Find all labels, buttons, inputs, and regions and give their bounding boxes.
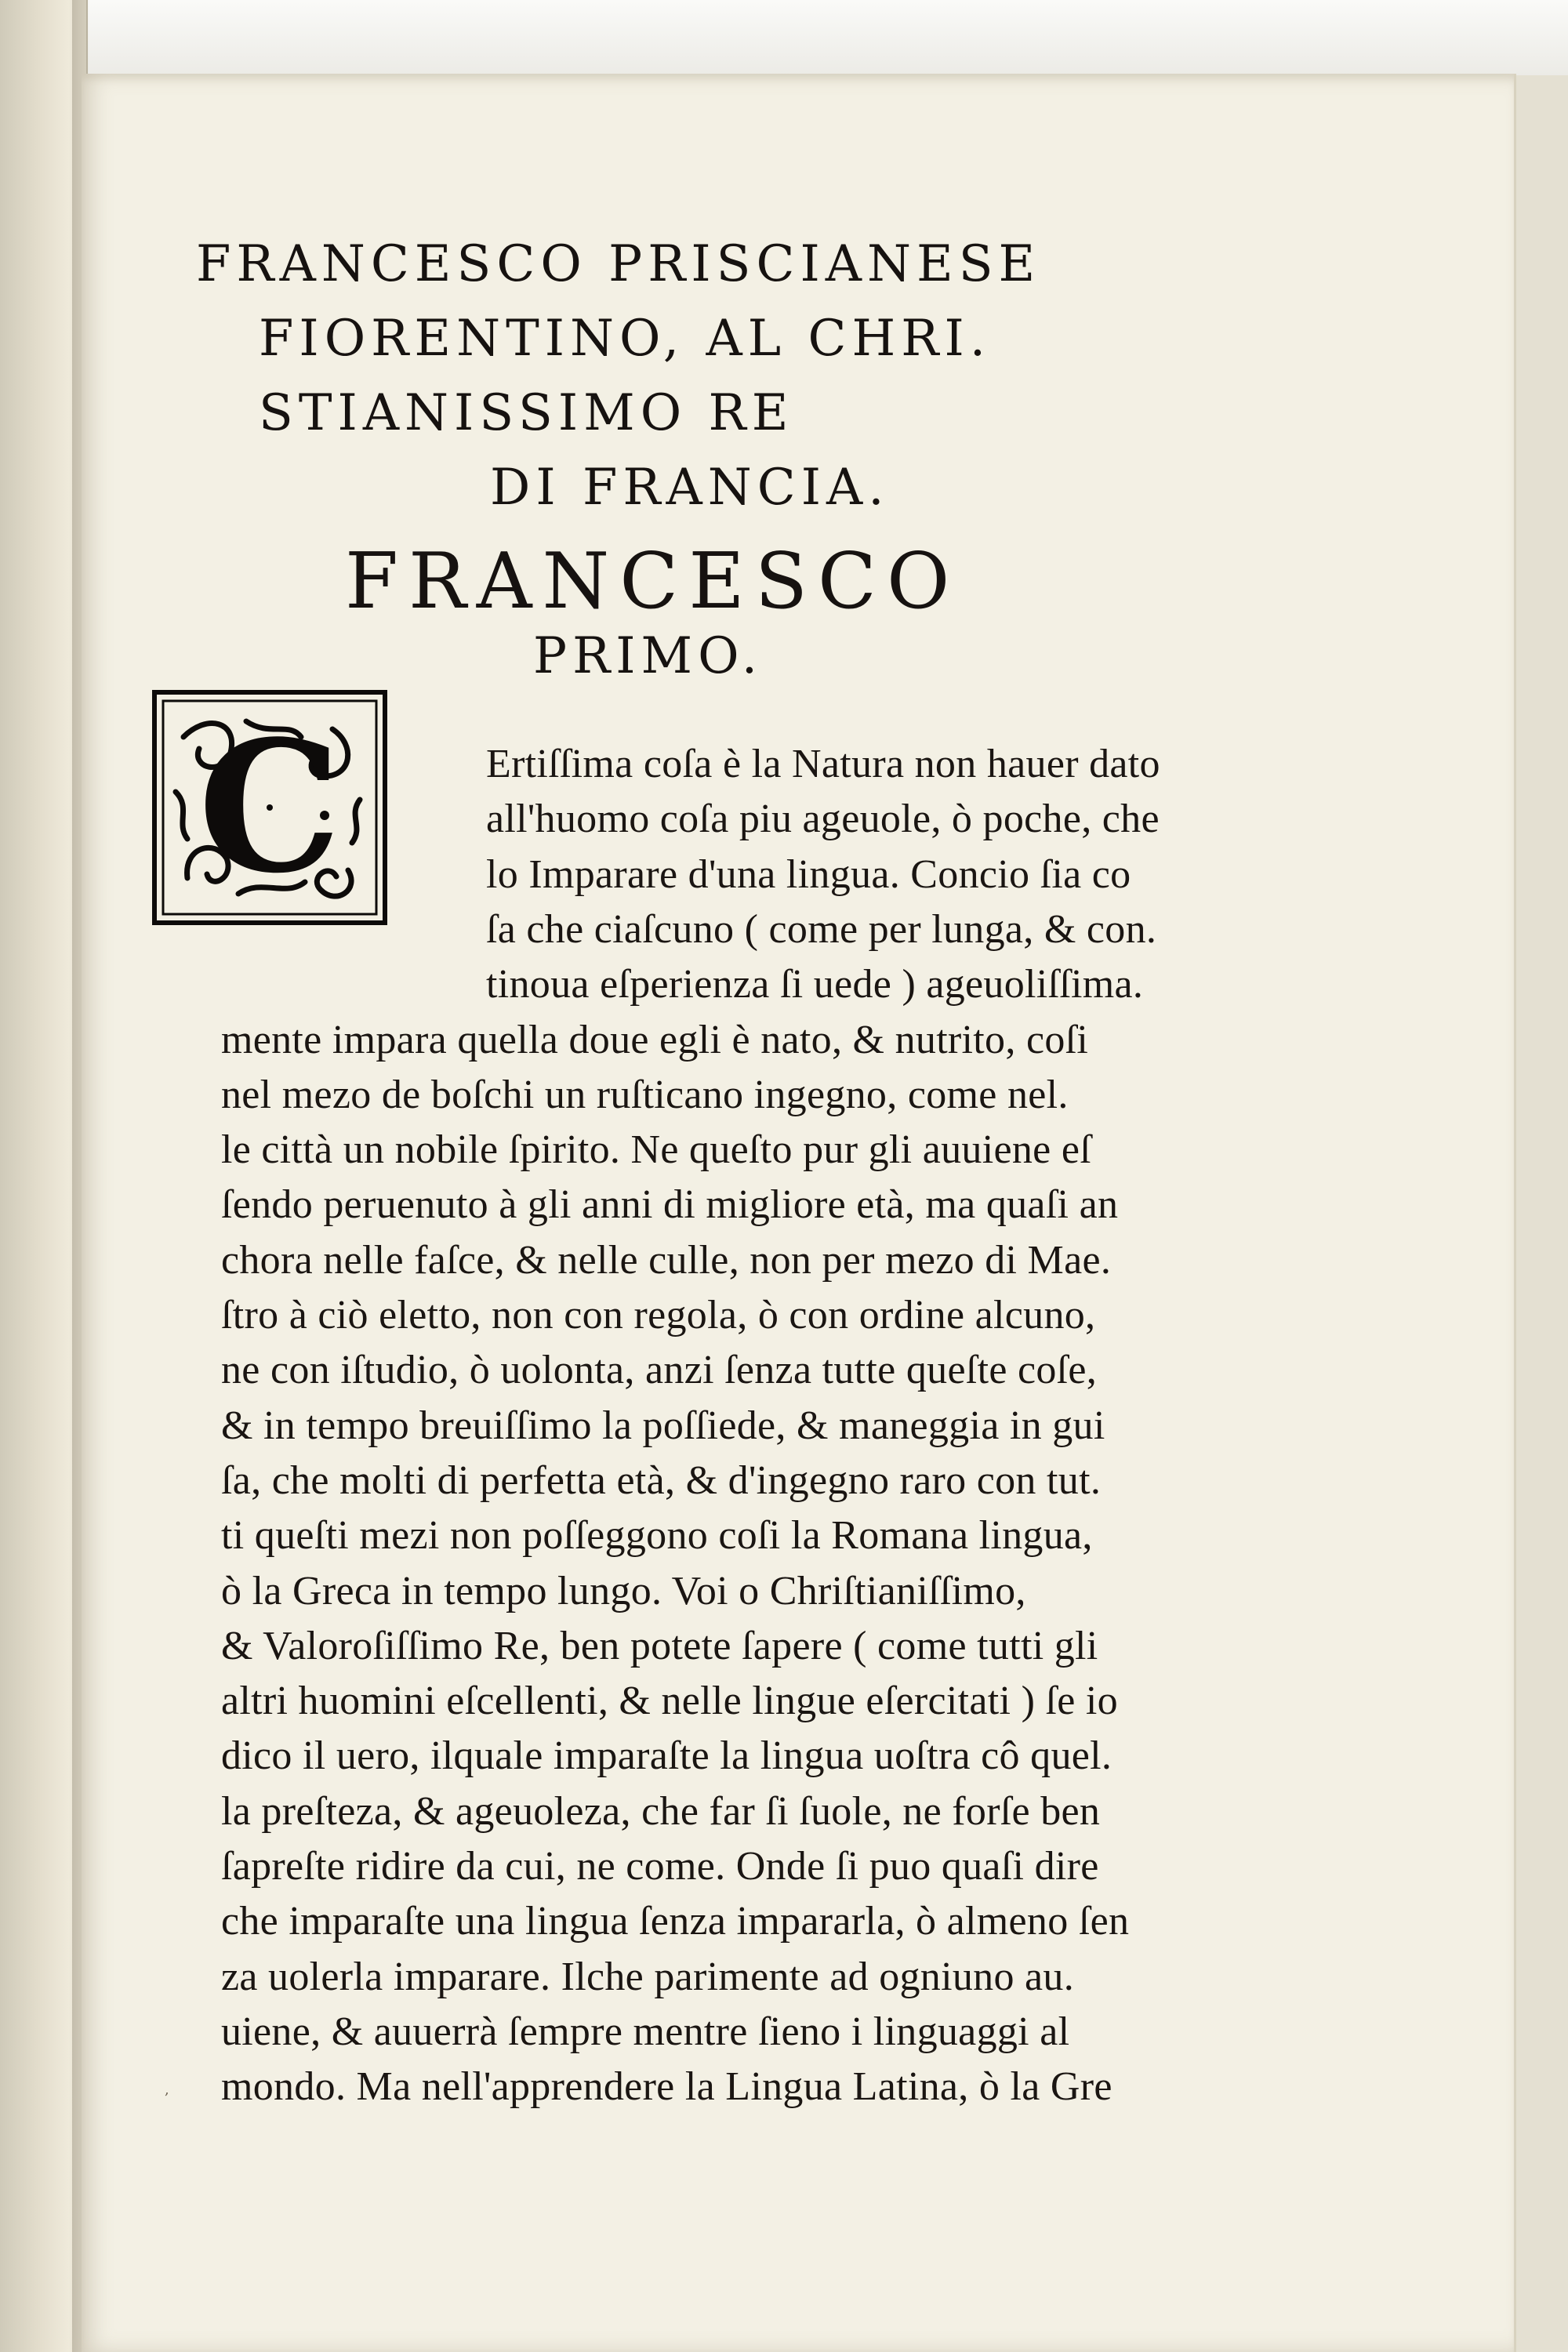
text-line: le città un nobile ſpirito. Ne queſto pur gli auuiene eſ <box>221 1127 1091 1173</box>
heading-line-1: FRANCESCO PRISCIANESE <box>196 235 1041 293</box>
text-line: chora nelle faſce, & nelle culle, non per mezo di Mae. <box>221 1237 1112 1283</box>
text-line: za uolerla imparare. Ilche parimente ad ogniuno au. <box>221 1954 1075 1999</box>
text-line: ò la Greca in tempo lungo. Voi o Chriſtianiſſimo, <box>221 1568 1026 1613</box>
text-line: ſapreſte ridire da cui, ne come. Onde ſi puo quaſi dire <box>221 1844 1099 1889</box>
text-line: ſtro à ciò eletto, non con regola, ò con ordine alcuno, <box>221 1293 1096 1338</box>
text-line: ſendo peruenuto à gli anni di migliore età, ma quaſi an <box>221 1182 1119 1228</box>
text-line: uiene, & auuerrà ſempre mentre ſieno i linguaggi al <box>221 2009 1070 2054</box>
text-line: & in tempo breuiſſimo la poſſiede, & maneggia in gui <box>221 1403 1105 1448</box>
heading-line-6: PRIMO. <box>533 627 764 685</box>
text-line: tinoua eſperienza ſi uede ) ageuoliſſima. <box>486 962 1144 1007</box>
text-line: nel mezo de boſchi un ruſticano ingegno, come nel. <box>221 1072 1069 1117</box>
text-line: ti queſti mezi non poſſeggono coſi la Romana lingua, <box>221 1513 1093 1559</box>
initial-letter: C <box>198 702 342 913</box>
backdrop <box>0 0 1568 75</box>
text-line: che imparaſte una lingua ſenza impararla, ò almeno ſen <box>221 1899 1130 1944</box>
text-line: ſa che ciaſcuno ( come per lunga, & con. <box>486 906 1157 952</box>
text-line: ne con iſtudio, ò uolonta, anzi ſenza tutte queſte coſe, <box>221 1348 1098 1393</box>
text-line: Ertiſſima coſa è la Natura non hauer dato <box>486 742 1160 786</box>
heading-line-4: DI FRANCIA. <box>490 459 890 517</box>
text-line: lo Imparare d'una lingua. Concio ſia co <box>486 851 1131 897</box>
text-line: & Valoroſiſſimo Re, ben potete ſapere ( come tutti gli <box>221 1623 1098 1668</box>
text-line: ſa, che molti di perfetta età, & d'ingegno raro con tut. <box>221 1457 1102 1503</box>
heading-line-3: STIANISSIMO RE <box>259 384 794 442</box>
decorated-initial <box>152 690 387 925</box>
heading-name: FRANCESCO <box>345 537 960 626</box>
text-line: mente impara quella doue egli è nato, & nutrito, coſi <box>221 1017 1089 1062</box>
text-line: all'huomo coſa piu ageuole, ò poche, che <box>486 797 1160 842</box>
page-mark: , <box>165 2082 169 2098</box>
text-line: dico il uero, ilquale imparaſte la lingua uoſtra cô quel. <box>221 1733 1112 1779</box>
text-line: mondo. Ma nell'apprendere la Lingua Latina, ò la Gre <box>221 2064 1112 2110</box>
text-line: la preſteza, & ageuoleza, che far ſi ſuole, ne forſe ben <box>221 1788 1101 1834</box>
heading-line-2: FIORENTINO, AL CHRI. <box>259 310 992 368</box>
text-line: altri huomini eſcellenti, & nelle lingue eſercitati ) ſe io <box>221 1679 1118 1724</box>
